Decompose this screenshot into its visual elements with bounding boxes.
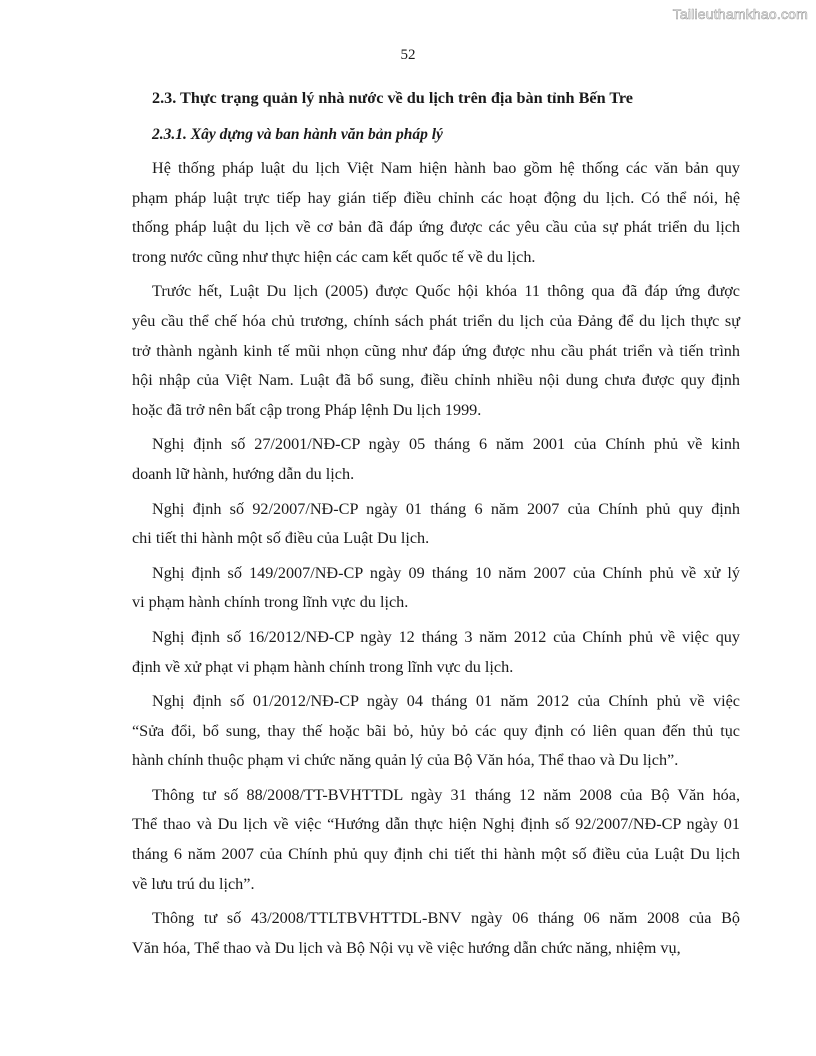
paragraph-line: định về xử phạt vi phạm hành chính trong lĩnh vực du lịch. <box>132 657 514 676</box>
paragraph <box>132 904 740 963</box>
paragraph-list <box>132 154 740 963</box>
page-number: 52 <box>400 47 416 63</box>
paragraph-line: Nghị định số 149/2007/NĐ-CP ngày 09 tháng 10 năm 2007 của Chính phủ về xử lý <box>152 563 740 582</box>
paragraph-line: Nghị định số 92/2007/NĐ-CP ngày 01 tháng 6 năm 2007 của Chính phủ quy định <box>152 499 740 518</box>
document-body <box>132 84 740 963</box>
paragraph-line: về lưu trú du lịch”. <box>132 874 255 893</box>
subsection-title: 2.3.1. Xây dựng và ban hành văn bản pháp lý <box>152 126 443 143</box>
paragraph-line: hoặc đã trở nên bất cập trong Pháp lệnh Du lịch 1999. <box>132 400 482 419</box>
paragraph-line: Thông tư số 43/2008/TTLTBVHTTDL-BNV ngày 06 tháng 06 năm 2008 của Bộ <box>152 909 740 928</box>
paragraph-line: chi tiết thi hành một số điều của Luật Du lịch. <box>132 529 430 548</box>
paragraph <box>132 687 740 776</box>
paragraph-line: doanh lữ hành, hướng dẫn du lịch. <box>132 464 355 483</box>
paragraph-line: Nghị định số 16/2012/NĐ-CP ngày 12 tháng 3 năm 2012 của Chính phủ về việc quy <box>152 627 740 646</box>
paragraph <box>132 495 740 554</box>
paragraph <box>132 277 740 425</box>
paragraph-line: yêu cầu thể chế hóa chủ trương, chính sách phát triển du lịch của Đảng để du lịch thực sự <box>132 311 740 330</box>
paragraph <box>132 623 740 682</box>
paragraph-line: Hệ thống pháp luật du lịch Việt Nam hiện hành bao gồm hệ thống các văn bản quy <box>152 159 740 177</box>
paragraph-line: vi phạm hành chính trong lĩnh vực du lịch. <box>132 593 409 612</box>
paragraph <box>132 154 740 272</box>
paragraph-line: Văn hóa, Thể thao và Du lịch và Bộ Nội vụ về việc hướng dẫn chức năng, nhiệm vụ, <box>132 938 681 957</box>
paragraph-line: Thông tư số 88/2008/TT-BVHTTDL ngày 31 tháng 12 năm 2008 của Bộ Văn hóa, <box>152 785 740 804</box>
paragraph-line: Nghị định số 27/2001/NĐ-CP ngày 05 tháng 6 năm 2001 của Chính phủ về kinh <box>152 435 740 454</box>
paragraph-line: trở thành ngành kinh tế mũi nhọn cũng như đáp ứng được nhu cầu phát triển và tiến trình <box>132 341 740 360</box>
paragraph-line: “Sửa đổi, bổ sung, thay thế hoặc bãi bỏ, hủy bỏ các quy định có liên quan đến thủ tục <box>132 721 740 740</box>
paragraph <box>132 781 740 899</box>
paragraph-line: thống pháp luật du lịch về cơ bản đã đáp ứng được các yêu cầu của sự phát triển du lịch <box>132 218 740 237</box>
section-title: 2.3. Thực trạng quản lý nhà nước về du lịch trên địa bàn tỉnh Bến Tre <box>152 89 633 107</box>
paragraph-line: Thể thao và Du lịch về việc “Hướng dẫn thực hiện Nghị định số 92/2007/NĐ-CP ngày 01 <box>132 815 740 834</box>
paragraph-line: trong nước cũng như thực hiện các cam kết quốc tế về du lịch. <box>132 247 536 266</box>
paragraph-line: hành chính thuộc phạm vi chức năng quản lý của Bộ Văn hóa, Thể thao và Du lịch”. <box>132 751 679 770</box>
watermark-text: Tailieuthamkhao.com <box>672 6 808 22</box>
paragraph-line: hội nhập của Việt Nam. Luật đã bổ sung, điều chỉnh nhiều nội dung chưa được quy định <box>132 371 740 390</box>
paragraph-line: tháng 6 năm 2007 của Chính phủ quy định chi tiết thi hành một số điều của Luật Du lịch <box>132 845 740 864</box>
paragraph <box>132 559 740 618</box>
paragraph <box>132 430 740 489</box>
paragraph-line: Trước hết, Luật Du lịch (2005) được Quốc hội khóa 11 thông qua đã đáp ứng được <box>152 282 740 301</box>
paragraph-line: phạm pháp luật trực tiếp hay gián tiếp điều chỉnh các hoạt động du lịch. Có thể nói, hệ <box>132 188 740 207</box>
paragraph-line: Nghị định số 01/2012/NĐ-CP ngày 04 tháng 01 năm 2012 của Chính phủ về việc <box>152 692 740 711</box>
